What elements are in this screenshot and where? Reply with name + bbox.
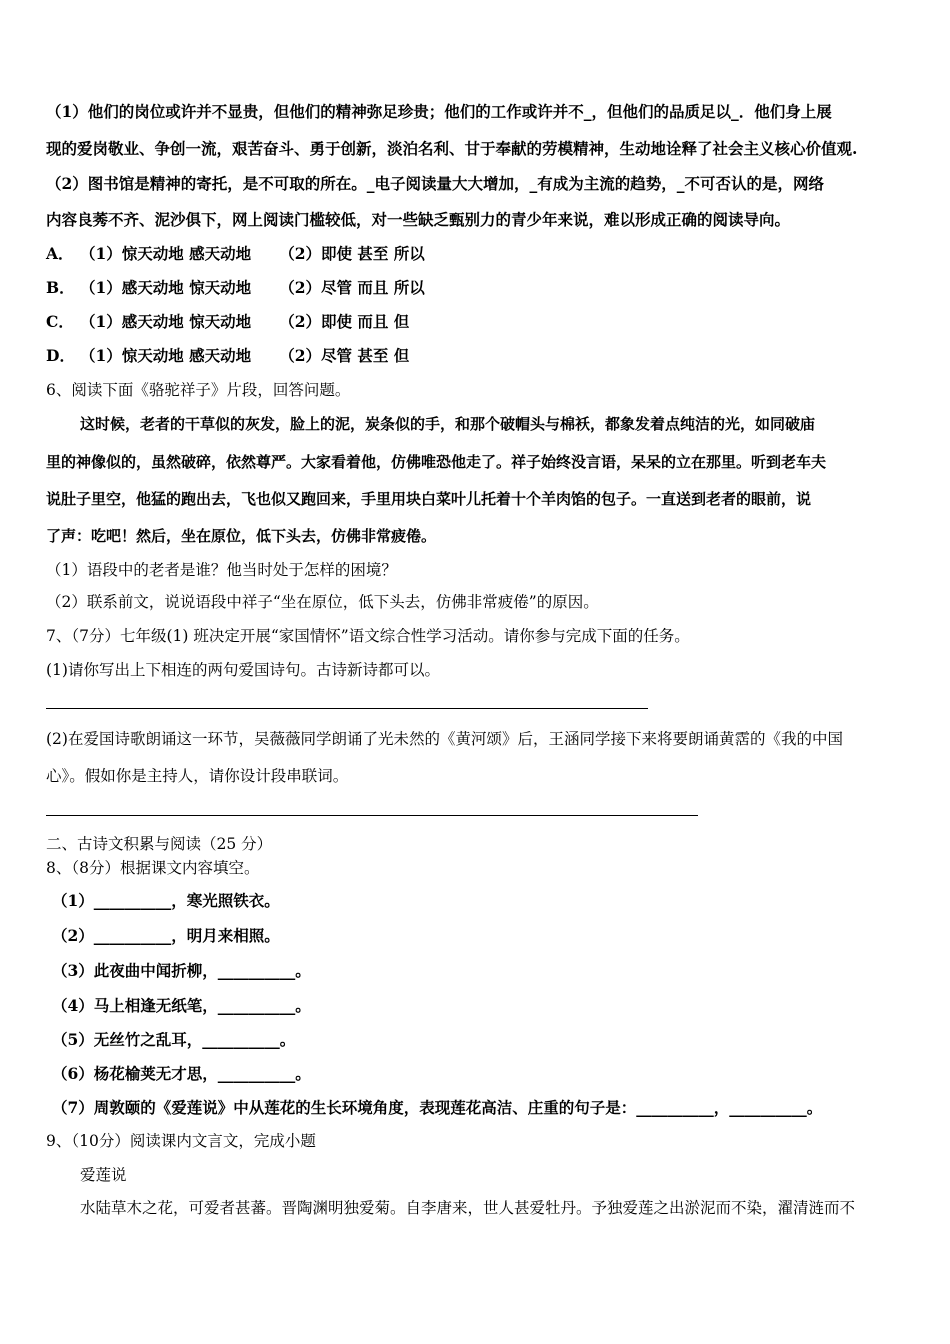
q5-paragraph2-line2: 内容良莠不齐、泥沙俱下，网上阅读门槛较低，对一些缺乏甄别力的青少年来说，难以形成正确的阅读导向。 [46,210,791,229]
q6-passage-line1: 这时候，老者的干草似的灰发，脸上的泥，炭条似的手，和那个破帽头与棉袄，都象发着点纯洁的光，如同破庙 [80,415,816,433]
q7-subquestion-2-line1: (2)在爱国诗歌朗诵这一环节，吴薇薇同学朗诵了光未然的《黄河颂》后，王涵同学接下来将要朗诵黄霑的《我的中国 [46,730,843,748]
q5-paragraph1-line1: （1）他们的岗位或许并不显贵，但他们的精神弥足珍贵；他们的工作或许并不_，但他们的品质足以_．他们身上展 [46,102,832,121]
q5-option-b [46,278,425,298]
q8-item-1: （1）__________，寒光照铁衣。 [52,891,280,910]
q7-title: 7、（7分）七年级(1) 班决定开展“家国情怀”语文综合性学习活动。请你参与完成下面的任务。 [46,627,690,645]
q7-subquestion-2-line2: 心》。假如你是主持人，请你设计段串联词。 [46,767,349,785]
option-part2: （2）尽管 而且 所以 [279,278,425,297]
q5-option-a [46,244,425,264]
q7-answer-line-2[interactable] [46,815,698,816]
q6-subquestion-2: （2）联系前文，说说语段中祥子“坐在原位，低下头去，仿佛非常疲倦”的原因。 [46,593,599,611]
option-part2: （2）即使 甚至 所以 [279,244,425,263]
q8-title: 8、（8分）根据课文内容填空。 [46,859,260,877]
q9-passage-line1: 水陆草木之花，可爱者甚蕃。晋陶渊明独爱菊。自李唐来，世人甚爱牡丹。予独爱莲之出淤泥而不染，濯清涟而不 [80,1199,856,1217]
q8-item-2: （2）__________，明月来相照。 [52,926,280,945]
q7-subquestion-1: (1)请你写出上下相连的两句爱国诗句。古诗新诗都可以。 [46,661,440,679]
q8-item-5: （5）无丝竹之乱耳，__________。 [52,1030,296,1049]
option-letter: D． [46,346,75,365]
option-part1: （1）惊天动地 感天动地 [80,346,252,365]
q8-item-7: （7）周敦颐的《爱莲说》中从莲花的生长环境角度，表现莲花高洁、庄重的句子是：__________，__________。 [52,1098,823,1117]
q5-option-c [46,312,409,332]
option-part2: （2）即使 而且 但 [279,312,410,331]
option-letter: B． [46,278,75,297]
q6-subquestion-1: （1）语段中的老者是谁？他当时处于怎样的困境？ [46,561,397,579]
option-part2: （2）尽管 甚至 但 [279,346,410,365]
q6-passage-line3: 说肚子里空，他猛的跑出去，飞也似又跑回来，手里用块白菜叶儿托着十个羊肉馅的包子。一直送到老者的眼前，说 [46,490,812,508]
q6-title: 6、阅读下面《骆驼祥子》片段，回答问题。 [46,381,351,399]
q9-passage-title: 爱莲说 [80,1166,127,1184]
section-2-title: 二、古诗文积累与阅读（25 分） [46,835,273,853]
option-letter: C． [46,312,74,331]
q5-paragraph2-line1: （2）图书馆是精神的寄托，是不可取的所在。_电子阅读量大大增加，_有成为主流的趋势，_不可否认的是，网络 [46,174,825,193]
q5-paragraph1-line2: 现的爱岗敬业、争创一流，艰苦奋斗、勇于创新，淡泊名利、甘于奉献的劳模精神，生动地诠释了社会主义核心价值观. [46,139,858,158]
q5-option-d [46,346,409,366]
q7-answer-line-1[interactable] [46,708,648,709]
option-part1: （1）感天动地 惊天动地 [80,312,252,331]
q6-passage-line2: 里的神像似的，虽然破碎，依然尊严。大家看着他，仿佛唯恐他走了。祥子始终没言语，呆呆的立在那里。听到老车夫 [46,453,827,471]
option-letter: A． [46,244,74,263]
option-part1: （1）惊天动地 感天动地 [80,244,252,263]
option-part1: （1）感天动地 惊天动地 [80,278,252,297]
q6-passage-line4: 了声：吃吧！然后，坐在原位，低下头去，仿佛非常疲倦。 [46,527,437,545]
q9-title: 9、（10分）阅读课内文言文，完成小题 [46,1132,316,1150]
q8-item-3: （3）此夜曲中闻折柳，__________。 [52,961,311,980]
q8-item-6: （6）杨花榆荚无才思，__________。 [52,1064,311,1083]
q8-item-4: （4）马上相逢无纸笔，__________。 [52,996,311,1015]
